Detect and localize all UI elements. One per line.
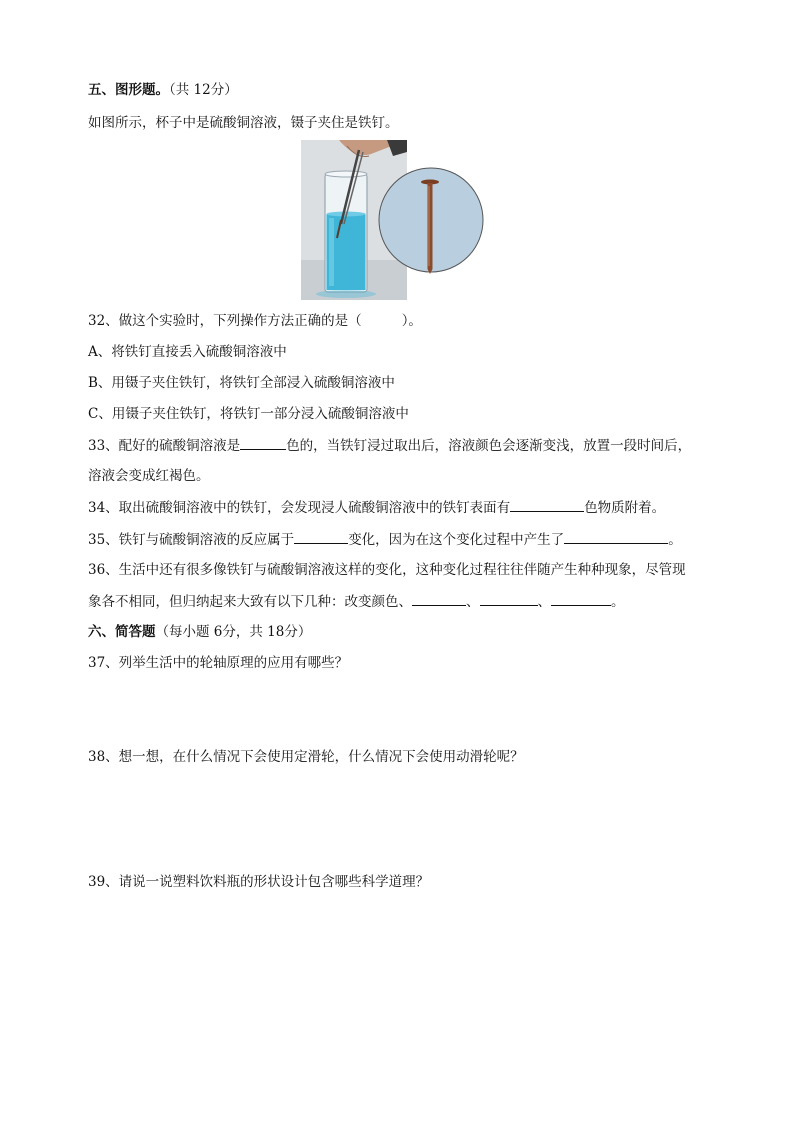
q34-part2: 色物质附着。 <box>584 500 666 516</box>
question-38: 38、想一想，在什么情况下会使用定滑轮，什么情况下会使用动滑轮呢？ <box>88 749 524 765</box>
fill-blank <box>480 591 538 606</box>
section5-intro: 如图所示，杯子中是硫酸铜溶液，镊子夹住是铁钉。 <box>88 115 399 131</box>
section6-score: （每小题 6分，共 18分） <box>155 624 312 640</box>
q36-line1: 36、生活中还有很多像铁钉与硫酸铜溶液这样的变化，这种变化过程往往伴随产生种种现象，尽管现 <box>88 562 686 578</box>
section6-heading: 六、简答题 <box>88 624 156 640</box>
q33-line2: 溶液会变成红褐色。 <box>88 468 210 484</box>
q36-line2 <box>88 591 625 612</box>
question-34 <box>88 497 665 518</box>
question-35 <box>88 529 682 550</box>
q34-part1: 34、取出硫酸铜溶液中的铁钉，会发现浸人硫酸铜溶液中的铁钉表面有 <box>88 500 511 516</box>
q33-part1: 33、配好的硫酸铜溶液是 <box>88 438 241 454</box>
q32-option-b: B、用镊子夹住铁钉，将铁钉全部浸入硫酸铜溶液中 <box>88 375 395 391</box>
fill-blank <box>551 591 611 606</box>
section5-heading: 五、图形题。 <box>88 82 169 98</box>
q36-end: 。 <box>611 594 625 610</box>
q35-part2: 变化，因为在这个变化过程中产生了 <box>348 532 565 548</box>
question-33 <box>88 435 691 456</box>
q36-sep: 、 <box>466 594 480 610</box>
section5-score: （共 12分） <box>169 82 238 98</box>
q35-part1: 35、铁钉与硫酸铜溶液的反应属于 <box>88 532 295 548</box>
q35-part3: 。 <box>668 532 682 548</box>
fill-blank <box>294 529 348 544</box>
fill-blank <box>564 529 668 544</box>
section5-title <box>88 80 238 100</box>
question-37: 37、列举生活中的轮轴原理的应用有哪些？ <box>88 655 349 671</box>
fill-blank <box>240 435 286 450</box>
q32-option-c: C、用镊子夹住铁钉，将铁钉一部分浸入硫酸铜溶液中 <box>88 406 409 422</box>
experiment-figure <box>301 140 487 300</box>
q32-stem-end: ）。 <box>401 313 422 329</box>
q32-option-a: A、将铁钉直接丢入硫酸铜溶液中 <box>88 344 287 360</box>
q32-stem: 32、做这个实验时，下列操作方法正确的是（ <box>88 313 362 329</box>
q33-part2: 色的，当铁钉浸过取出后，溶液颜色会逐渐变浅，放置一段时间后， <box>286 438 692 454</box>
q36-sep: 、 <box>537 594 551 610</box>
q36-line2-text: 象各不相同，但归纳起来大致有以下几种：改变颜色、 <box>88 594 412 610</box>
fill-blank <box>412 591 466 606</box>
section6-title <box>88 622 311 642</box>
question-32 <box>88 311 422 331</box>
beaker-with-tweezers-photo <box>301 140 487 300</box>
question-39: 39、请说一说塑料饮料瓶的形状设计包含哪些科学道理？ <box>88 874 430 890</box>
fill-blank <box>510 497 584 512</box>
